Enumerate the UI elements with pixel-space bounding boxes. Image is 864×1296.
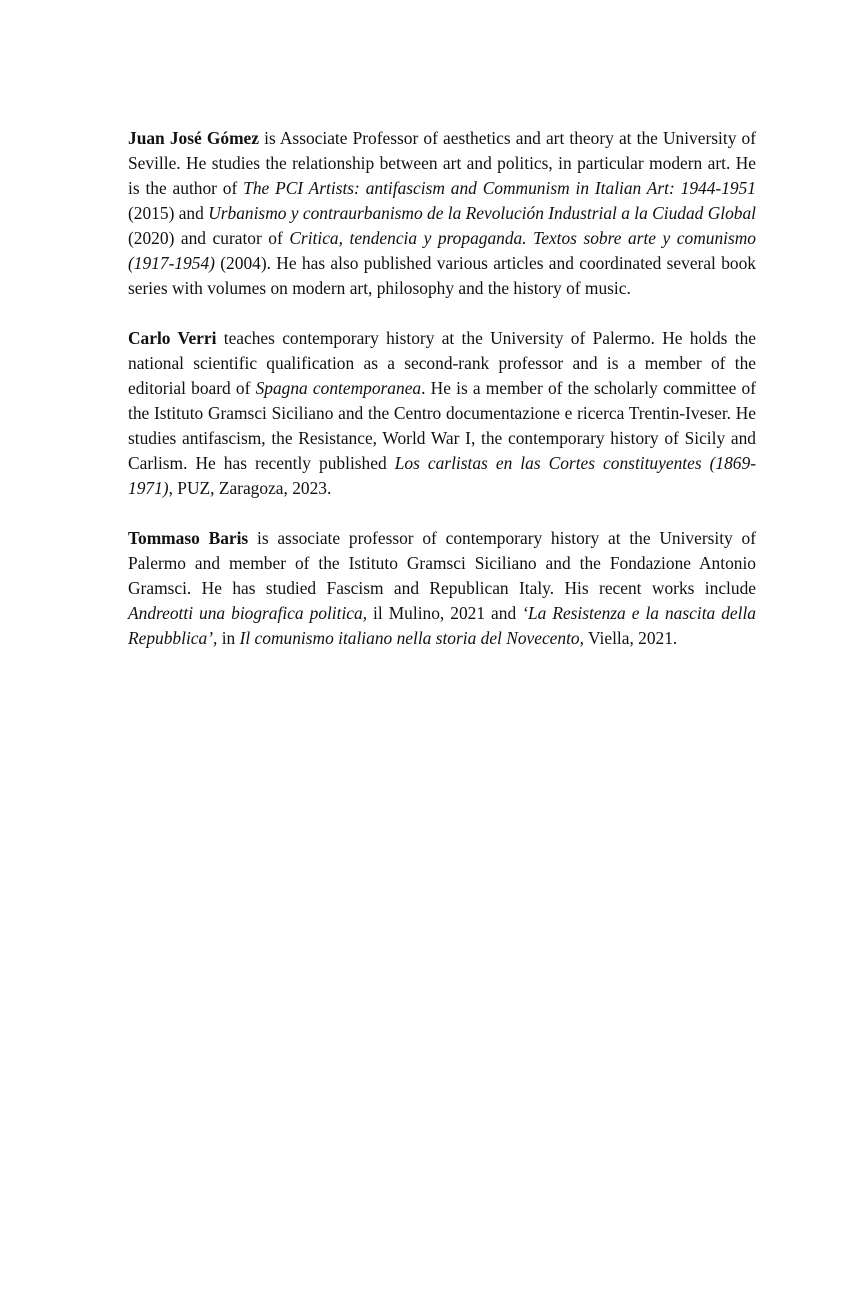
bio-text: . He is a member of the scholarly committee of the Istituto Gramsci Siciliano and the Centro documentazione e ricerca Trentin-Iveser. He studies antifascism, the Resistance, World War I, the contemporary history of Sicily and Carlism. He has recently published <box>128 378 757 473</box>
bio-text: , PUZ, Zaragoza, 2023. <box>168 478 332 498</box>
bio-text: is Associate Professor of aesthetics and art theory at the University of Seville. He studies the relationship between art and politics, in particular modern art. He is the author of <box>128 128 756 198</box>
bio-text: teaches contemporary history at the University of Palermo. He holds the national scientific qualification as a second-rank professor and is a member of the editorial board of <box>128 328 756 398</box>
book-title: Il comunismo italiano nella storia del Novecento, <box>239 628 584 648</box>
bio-juan-jose-gomez <box>128 126 756 301</box>
book-title: Urbanismo y contraurbanismo de la Revolución Industrial a la Ciudad Global <box>208 203 757 223</box>
bio-tommaso-baris <box>128 526 756 651</box>
journal-title: Spagna contemporanea <box>255 378 422 398</box>
bio-text: il Mulino, 2021 and <box>367 603 523 623</box>
bio-text: Viella, 2021. <box>583 628 678 648</box>
book-title: Critica, tendencia y propaganda. Textos sobre arte y comunismo (1917-1954) <box>128 228 756 273</box>
book-title: Los carlistas en las Cortes constituyentes (1869-1971) <box>128 453 756 498</box>
author-name: Juan José Gómez <box>128 128 259 148</box>
book-title: Andreotti una biografica politica, <box>128 603 368 623</box>
author-name: Tommaso Baris <box>128 528 249 548</box>
bio-text: (2015) and <box>128 203 209 223</box>
bio-text: (2020) and curator of <box>128 228 290 248</box>
bio-text: (2004). He has also published various articles and coordinated several book series with volumes on modern art, philosophy and the history of music. <box>128 253 756 298</box>
bio-carlo-verri <box>128 326 756 501</box>
contributor-bios <box>128 126 756 676</box>
book-title: The PCI Artists: antifascism and Communism in Italian Art: 1944-1951 <box>243 178 756 198</box>
article-title: ‘La Resistenza e la nascita della Repubblica’, <box>128 603 756 648</box>
bio-text: is associate professor of contemporary history at the University of Palermo and member of the Istituto Gramsci Siciliano and the Fondazione Antonio Gramsci. He has studied Fascism and Republican Italy. His recent works include <box>128 528 756 598</box>
bio-text: in <box>217 628 240 648</box>
author-name: Carlo Verri <box>128 328 217 348</box>
